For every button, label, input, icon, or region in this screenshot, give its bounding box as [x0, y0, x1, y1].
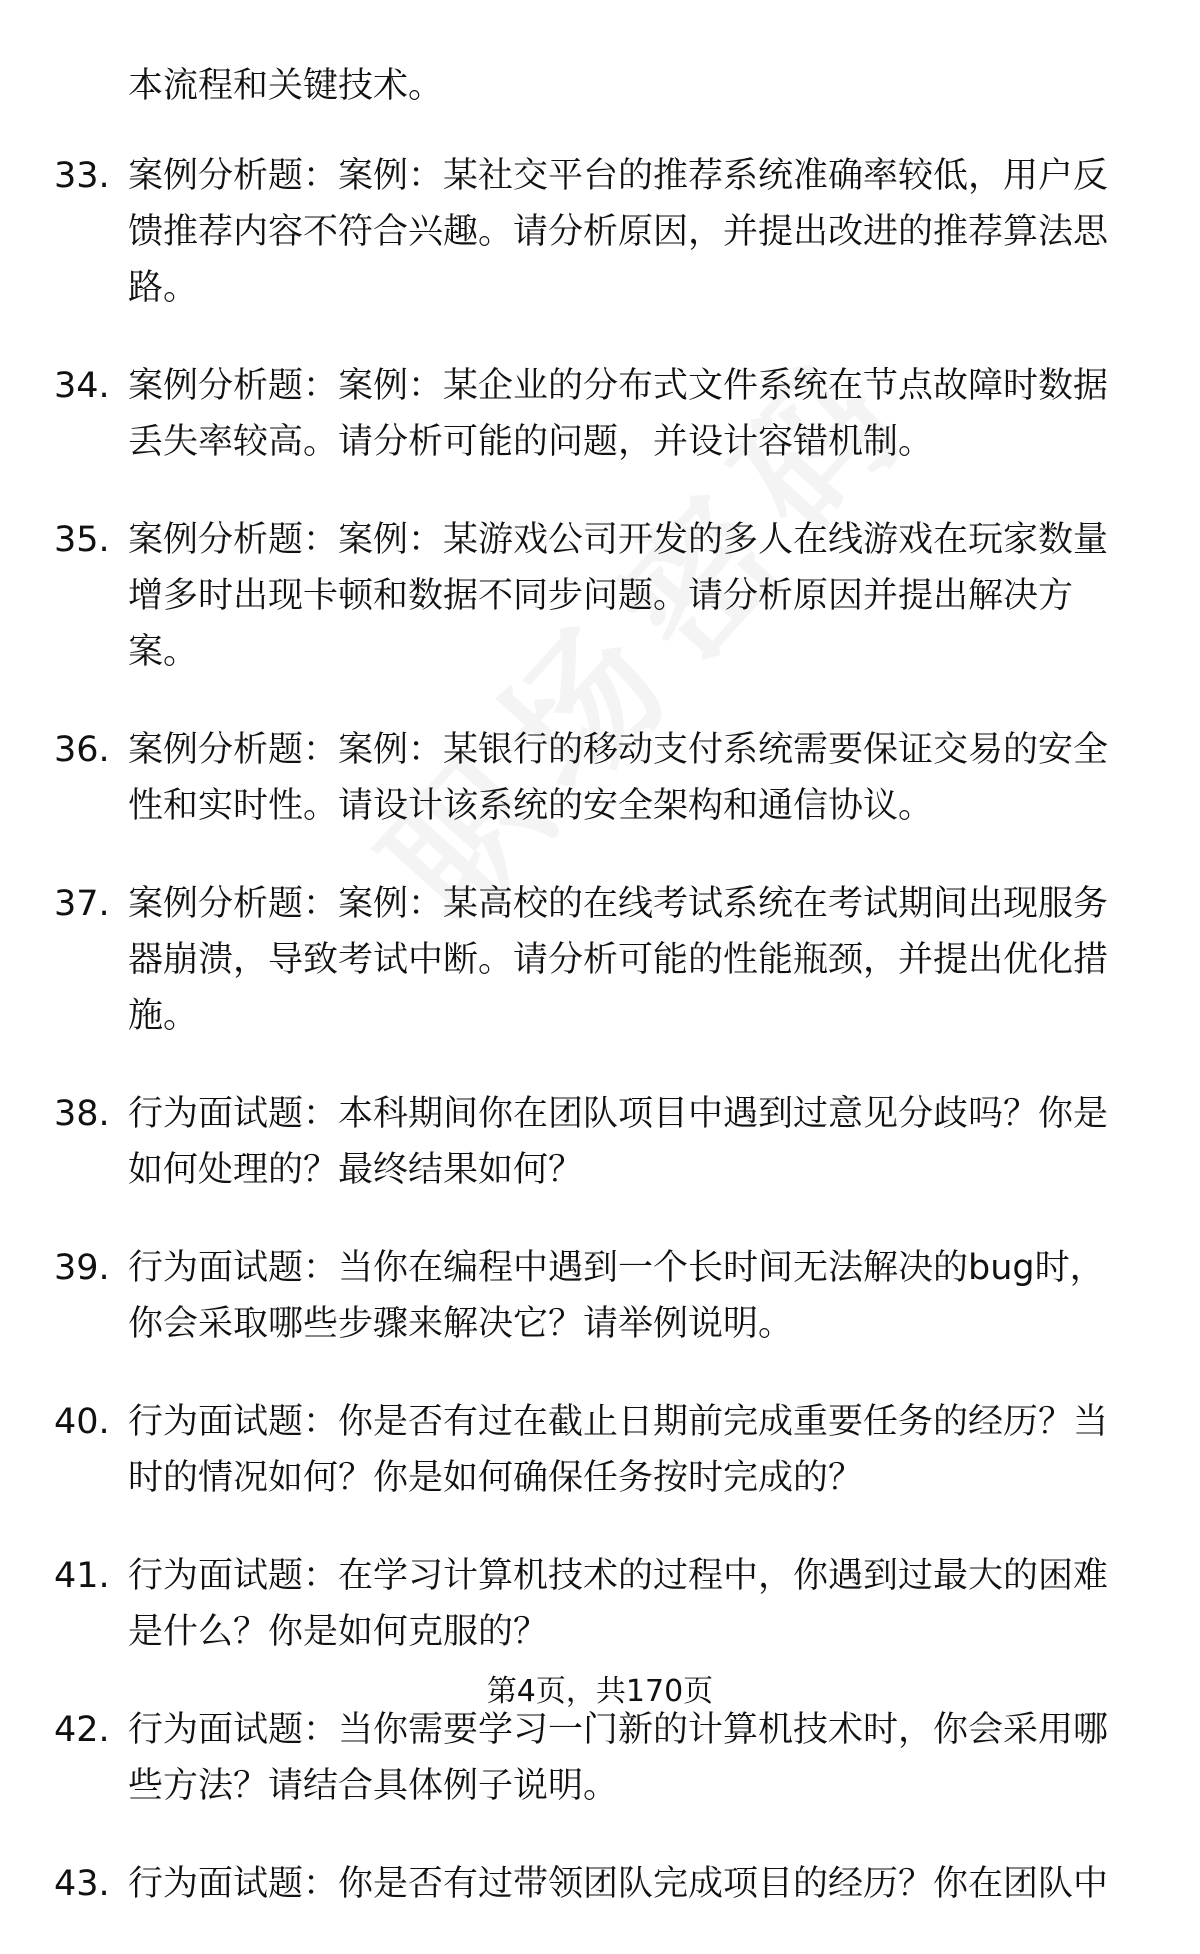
list-item [0, 722, 1200, 834]
page-footer: 第4页，共170页 [486, 1674, 714, 1709]
list-item [0, 1240, 1200, 1352]
list-item [0, 1856, 1200, 1912]
question-text: 行为面试题：你是否有过带领团队完成项目的经历？你在团队中 [128, 1864, 1109, 1904]
question-number: 33. [54, 156, 110, 196]
question-text: 行为面试题：本科期间你在团队项目中遇到过意见分歧吗？你是如何处理的？最终结果如何？ [128, 1094, 1109, 1190]
list-item [0, 512, 1200, 680]
continuation-text: 本流程和关键技术。 [128, 66, 444, 106]
list-item [0, 1086, 1200, 1198]
list-item [0, 1394, 1200, 1506]
question-number: 42. [54, 1710, 110, 1750]
question-number: 40. [54, 1402, 110, 1442]
question-number: 35. [54, 520, 110, 560]
question-number: 36. [54, 730, 110, 770]
list-item [0, 148, 1200, 316]
question-text: 行为面试题：在学习计算机技术的过程中，你遇到过最大的困难是什么？你是如何克服的？ [128, 1556, 1109, 1652]
question-text: 案例分析题：案例：某高校的在线考试系统在考试期间出现服务器崩溃，导致考试中断。请分析可能的性能瓶颈，并提出优化措施。 [128, 884, 1109, 1036]
question-number: 38. [54, 1094, 110, 1134]
question-text: 行为面试题：当你需要学习一门新的计算机技术时，你会采用哪些方法？请结合具体例子说明。 [128, 1710, 1109, 1806]
list-item [0, 358, 1200, 470]
list-item [0, 876, 1200, 1044]
question-text: 行为面试题：你是否有过在截止日期前完成重要任务的经历？当时的情况如何？你是如何确保任务按时完成的？ [128, 1402, 1109, 1498]
question-text: 案例分析题：案例：某社交平台的推荐系统准确率较低，用户反馈推荐内容不符合兴趣。请分析原因，并提出改进的推荐算法思路。 [128, 156, 1109, 308]
question-text: 行为面试题：当你在编程中遇到一个长时间无法解决的bug时，你会采取哪些步骤来解决它？请举例说明。 [128, 1248, 1105, 1344]
list-item [0, 1702, 1200, 1814]
question-text: 案例分析题：案例：某游戏公司开发的多人在线游戏在玩家数量增多时出现卡顿和数据不同步问题。请分析原因并提出解决方案。 [128, 520, 1109, 672]
list-item [0, 1548, 1200, 1660]
question-text: 案例分析题：案例：某企业的分布式文件系统在节点故障时数据丢失率较高。请分析可能的问题，并设计容错机制。 [128, 366, 1109, 462]
question-number: 37. [54, 884, 110, 924]
question-number: 41. [54, 1556, 110, 1596]
question-number: 43. [54, 1864, 110, 1904]
question-number: 39. [54, 1248, 110, 1288]
question-text: 案例分析题：案例：某银行的移动支付系统需要保证交易的安全性和实时性。请设计该系统的安全架构和通信协议。 [128, 730, 1109, 826]
question-number: 34. [54, 366, 110, 406]
